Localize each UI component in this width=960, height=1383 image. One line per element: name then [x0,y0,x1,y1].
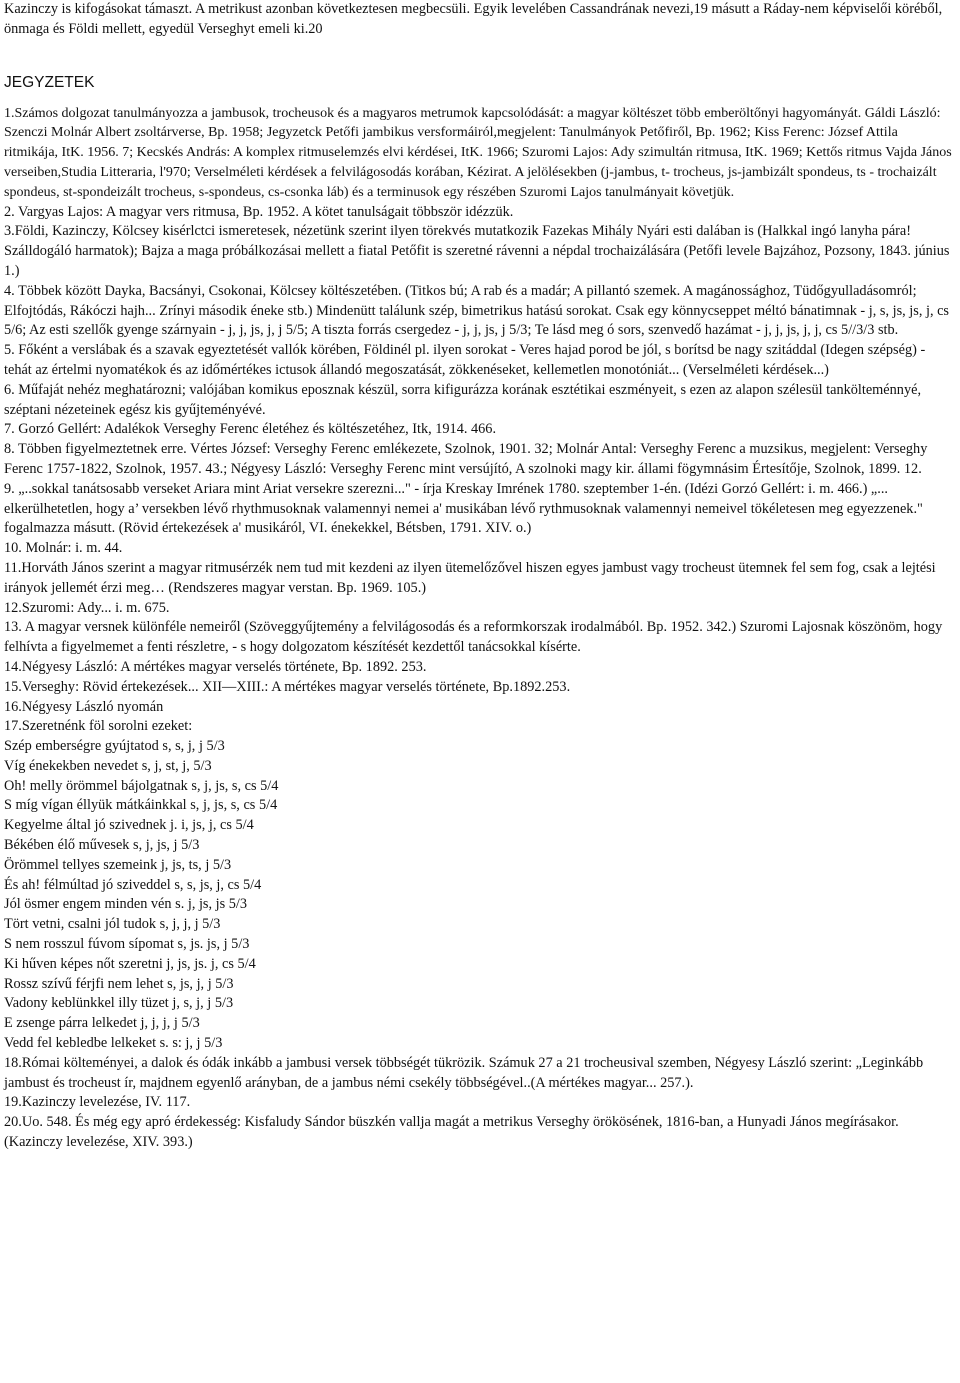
verse-line: Békében élő művesek s, j, js, j 5/3 [4,837,200,854]
footnote: 10. Molnár: i. m. 44. [4,540,123,557]
footnote: 6. Műfaját nehéz meghatározni; valójában komikus eposznak készül, sorra kifigurázza korának esztétikai eszményeit, s ezen az alapon szélesül tankölteménnyé, széptani nézeteinek egész kis gyűjteményévé. [4,381,922,418]
footnote: 18.Római költeményei, a dalok és ódák inkább a jambusi versek többségét tükrözik. Számuk 27 a 21 trocheusival szemben, Négyesy László szerint: „Leginkább jambust és trocheust ír, majdnem egyenlő arányban, de a jambus némi csekély többségével..(A mértékes magyar... 257.). [4,1054,924,1091]
footnote: 5. Főként a verslábak és a szavak egyeztetését vallók körében, Földinél pl. ilyen sorokat - Veres hajad porod be jól, s borítsd be nagy szitáddal (Idegen szépség) - tehát az értelmi nyomatékok és az időmértékes ictusok állandó megoszatását, zökkenéseket, kellemetlen monotóniát... (Verselméleti kérdések...) [4,342,926,378]
footnote: 7. Gorzó Gellért: Adalékok Verseghy Ferenc életéhez és költészetéhez, Itk, 1914. 466. [4,421,497,438]
footnote: 14.Négyesy László: A mértékes magyar verselés története, Bp. 1892. 253. [4,658,427,675]
footnote: 17.Szeretnénk föl sorolni ezeket: [4,718,193,735]
verse-line: Rossz szívű férjfi nem lehet s, js, j, j 5/3 [4,975,234,992]
footnote: 16.Négyesy László nyomán [4,698,164,715]
verse-line: Kegyelme által jó szivednek j. i, js, j, cs 5/4 [4,817,254,834]
verse-line: Víg énekekben nevedet s, j, st, j, 5/3 [4,757,212,774]
verse-line: Ki hűven képes nőt szeretni j, js, js. j, cs 5/4 [4,955,256,972]
notes-heading: JEGYZETEK [4,73,95,91]
footnote: 19.Kazinczy levelezése, IV. 117. [4,1094,191,1111]
footnote: 15.Verseghy: Rövid értekezések... XII—XIII.: A mértékes magyar verselés története, Bp.1892.253. [4,678,571,695]
verse-examples [4,737,954,1054]
verse-line: E zsenge párra lelkedet j, j, j, j 5/3 [4,1015,200,1032]
footnotes-list [4,104,954,1153]
footnote: 4. Többek között Dayka, Bacsányi, Csokonai, Kölcsey költészetében. (Titkos bú; A rab és a madár; A pillantó szemek. A magánossághoz, Tüdőgyulladásomról; Elfojtódás, Rákóczi hajh... Zrínyi második éneke stb.) Mindenütt találunk szép, bimetrikus hatású sorokat. Csak egy könnycseppet méltó bánatimnak - j, s, js, js, j, cs 5/6; Az esti szellők gyenge szárnyain - j, j, js, j, j 5/5; A tiszta forrás csergedez - j, j, js, j 5/3; Te lásd meg ó sors, szenvedő hazámat - j, j, js, j, j, cs 5//3/3 stb. [4,282,949,339]
verse-line: S míg vígan éllyük mátkáinkkal s, j, js, s, cs 5/4 [4,797,278,814]
verse-line: És ah! félmúltad jó sziveddel s, s, js, j, cs 5/4 [4,876,262,893]
intro-paragraph: Kazinczy is kifogásokat támaszt. A metrikust azonban következtesen megbecsüli. Egyik levelében Cassandrának nevezi,19 másutt a Ráday-nem képviselői köréből, önmaga és Földi mellett, egyedül Verseghyt emeli ki.20 [4,1,943,37]
verse-line: Örömmel tellyes szemeink j, js, ts, j 5/3 [4,856,232,873]
footnote: 1.Számos dolgozat tanulmányozza a jambusok, trocheusok és a magyaros metrumok kapcsolódását: a magyar költészet több emberöltőnyi hagyományát. Gáldi László: Szenczi Molnár Albert zsoltárverse, Bp. 1958; Jegyzetck Petőfi jambikus versformáiról,megjelent: Tanulmányok Petőfiről, Bp. 1962; Kiss Ferenc: József Attila ritmikája, ItK. 1956. 7; Kecskés András: A komplex ritmuselemzés elvi kérdései, ItK. 1966; Szuromi Lajos: Ady szimultán ritmusa, ItK. 1969; Kettős ritmus Vajda János verseiben,Studia Litteraria, l'970; Verselméleti kérdések a felvilágosodás korában, Kézirat. A jelölésekben (j-jambus, t- trocheus, js-jambizált spondeus, ts - trochaizált spondeus, st-spondeizált trocheus, s-spondeus, cs-csonka láb) és a terminusok egy részében Szuromi Lajos tanulmányait követjük. [4,105,952,200]
footnote: 2. Vargyas Lajos: A magyar vers ritmusa, Bp. 1952. A kötet tanulságait többször idézzük. [4,203,514,220]
footnote: 13. A magyar versnek különféle nemeiről (Szöveggyűjtemény a felvilágosodás és a reformkorszak irodalmából. Bp. 1952. 342.) Szuromi Lajosnak köszönöm, hogy felhívta a figyelmemet a fenti részletre, - s hogy dolgozatom készítését kezdettől tanácsokkal kísérte. [4,619,943,656]
verse-line: Jól ösmer engem minden vén s. j, js, js 5/3 [4,896,248,913]
footnote: 8. Többen figyelmeztetnek erre. Vértes József: Verseghy Ferenc emlékezete, Szolnok, 1901. 32; Molnár Antal: Verseghy Ferenc a muzsikus, megjelent: Verseghy Ferenc 1757-1822, Szolnok, 1957. 43.; Négyesy László: Verseghy Ferenc mint versújító, A szolnoki magy kir. állami fögymnásim Értesítője, Szolnok, 1899. 12. [4,441,928,477]
footnote: 3.Földi, Kazinczy, Kölcsey kisérlctci ismeretesek, nézetünk szerint ilyen törekvés mutatkozik Fazekas Mihály Nyári esti dalában is (Halkkal ingó lanyha pára! Szálldogáló harmatok); Bajza a maga próbálkozásai mellett a fiatal Petőfit is szeretné rávenni a népdal trochaizálására (Petőfi levele Bajzához, Pozsony, 1843. június 1.) [4,223,950,279]
verse-line: Szép emberségre gyújtatod s, s, j, j 5/3 [4,738,225,755]
footnote: 11.Horváth János szerint a magyar ritmusérzék nem tud mit kezdeni az ilyen ütemelőzővel hiszen egyes jambust vagy trocheust ütemnek fel sem fog, csak a lejtési irányok jellemét érzi meg… (Rendszeres magyar verstan. Bp. 1969. 105.) [4,559,936,596]
verse-line: Vadony keblünkkel illy tüzet j, s, j, j 5/3 [4,995,234,1012]
footnote: 9. „..sokkal tanátsosabb verseket Ariara mint Ariat versekre szerezni..." - írja Kreskay Imrének 1780. szeptember 1-én. (Idézi Gorzó Gellért: i. m. 466.) „... elkerülhetetlen, hogy a’ versekben lévő rhythmusoknak valamennyi nemei a' musikában lévő rythmusoknak valamennyi nemeivel tökéletesen meg egyezzenek." fogalmazza másutt. (Rövid értekezések a' musikáról, VI. énekekkel, Bétsben, 1791. XIV. o.) [4,480,923,537]
verse-line: S nem rosszul fúvom sípomat s, js. js, j 5/3 [4,936,250,953]
footnote: 20.Uo. 548. És még egy apró érdekesség: Kisfaludy Sándor büszkén vallja magát a metrikus Verseghy örökösének, 1816-ban, a Hunyadi János megírásakor. (Kazinczy levelezése, XIV. 393.) [4,1114,899,1151]
verse-line: Vedd fel kebledbe lelkeket s. s: j, j 5/3 [4,1035,223,1052]
footnote: 12.Szuromi: Ady... i. m. 675. [4,599,170,616]
verse-line: Oh! melly örömmel bájolgatnak s, j, js, s, cs 5/4 [4,777,279,794]
verse-line: Tört vetni, csalni jól tudok s, j, j, j 5/3 [4,916,221,933]
